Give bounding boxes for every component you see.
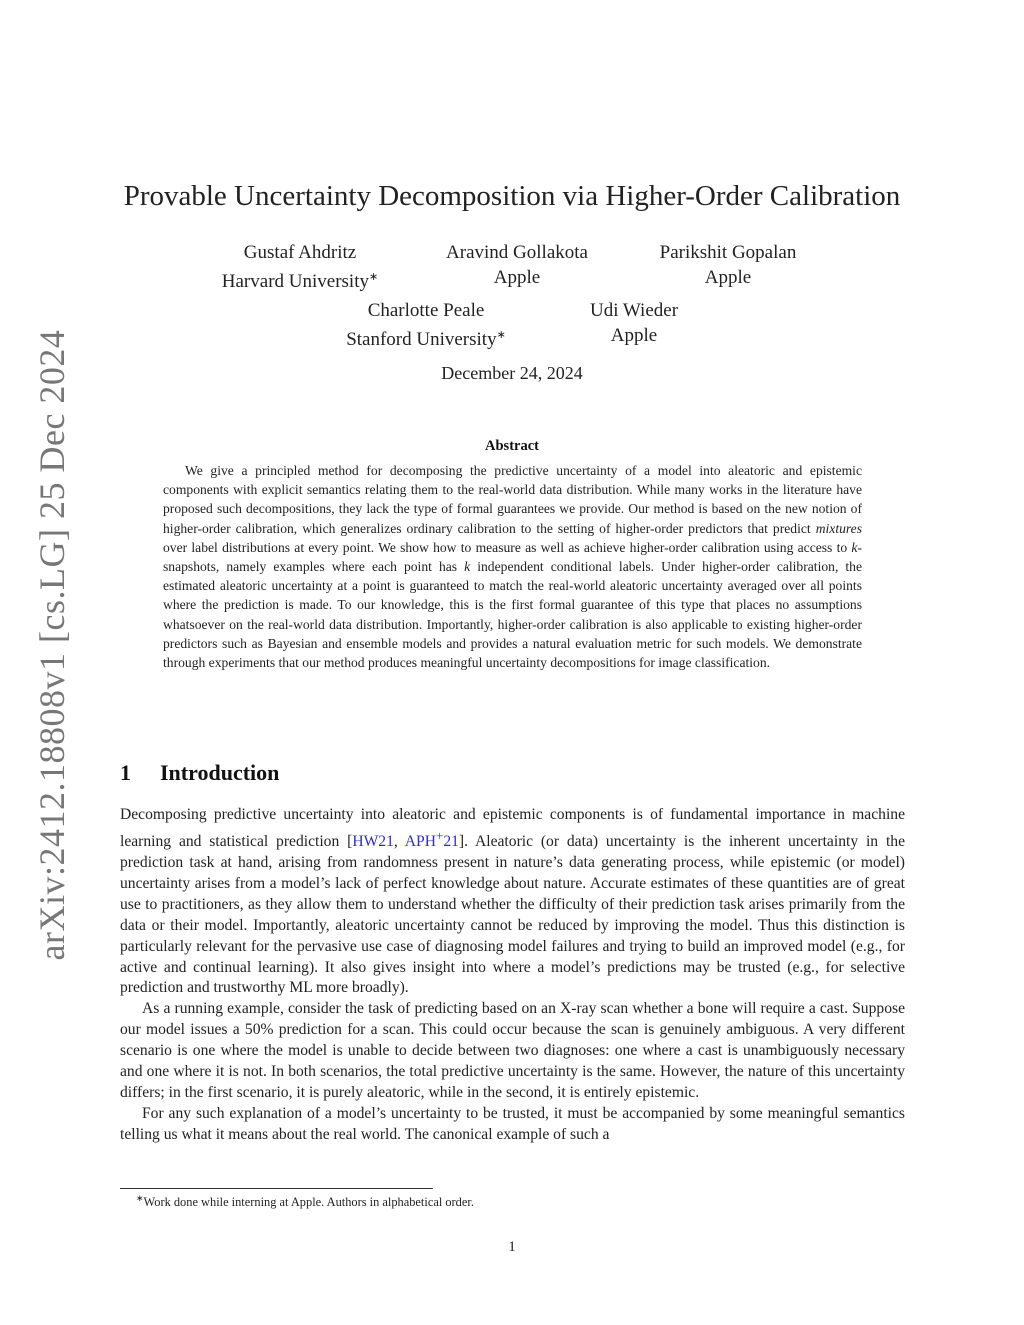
author-name: Udi Wieder (589, 300, 679, 321)
publication-date: December 24, 2024 (441, 363, 583, 383)
math-k: k (464, 559, 471, 575)
footnote-mark: ∗ (136, 1193, 144, 1203)
introduction-body (120, 805, 905, 1146)
footnote (136, 1193, 474, 1210)
citation-link-hw21[interactable]: HW21 (352, 833, 394, 851)
author-block-4 (326, 298, 526, 352)
author-affiliation: Apple (610, 325, 658, 346)
math-k: k (851, 539, 858, 555)
author-affiliation: Stanford University∗ (346, 329, 506, 350)
arxiv-identifier[interactable]: arXiv:2412.18808v1 [cs.LG] 25 Dec 2024 (32, 329, 72, 961)
author-name: Gustaf Ahdritz (243, 242, 357, 263)
affiliation-footnote-mark: ∗ (369, 271, 379, 283)
abstract-heading: Abstract (485, 438, 539, 454)
citation-link-aph21[interactable]: APH+21 (404, 827, 459, 851)
paper-title: Provable Uncertainty Decomposition via Higher-Order Calibration (123, 180, 901, 212)
author-name: Parikshit Gopalan (659, 242, 797, 263)
author-affiliation: Harvard University∗ (221, 271, 379, 292)
author-block-3 (628, 240, 828, 290)
paragraph-3: For any such explanation of a model’s uncertainty to be trusted, it must be accompanied by some meaningful semantics telling us what it means about the real world. The canonical example of such a (120, 1104, 905, 1143)
author-block-5 (534, 298, 734, 348)
paragraph-1: Decomposing predictive uncertainty into aleatoric and epistemic components is of fundamental importance in machine learning and statistical prediction [HW21, APH+21]. Aleatoric (or data) uncertainty is the inherent uncertainty in the prediction task at hand, arising from randomness present in nature’s data generating process, while epistemic (or model) uncertainty arises from a model’s lack of perfect knowledge about nature. Accurate estimates of these quantities are of great use to practitioners, as they allow them to understand whether the difficulty of their prediction task arises primarily from the data or their model. Importantly, aleatoric uncertainty cannot be reduced by improving the model. Thus this distinction is particularly relevant for the pervasive use case of diagnosing model failures and trying to build an improved model (e.g., for active and continual learning). It also gives insight into where a model’s predictions may be trusted (e.g., for selective prediction and trustworthy ML more broadly). (120, 806, 905, 997)
section-heading-introduction (120, 760, 279, 786)
author-block-2 (417, 240, 617, 290)
affiliation-footnote-mark: ∗ (496, 329, 506, 341)
author-name: Charlotte Peale (367, 300, 485, 321)
page-number: 1 (508, 1239, 516, 1255)
section-number: 1 (120, 760, 131, 785)
author-name: Aravind Gollakota (446, 242, 588, 263)
section-title: Introduction (160, 760, 280, 785)
author-block-1 (200, 240, 400, 294)
paragraph-2: As a running example, consider the task of predicting based on an X-ray scan whether a bone will require a cast. Suppose our model issues a 50% prediction for a scan. This could occur because the scan is genuinely ambiguous. A very different scenario is one where the model is unable to decide between two diagnoses: one where a cast is unambiguously necessary and one where it is not. In both scenarios, the total predictive uncertainty is the same. However, the nature of this uncertainty differs; in the first scenario, it is purely aleatoric, while in the second, it is entirely epistemic. (120, 1000, 905, 1101)
footnote-divider (120, 1188, 433, 1189)
author-affiliation: Apple (493, 267, 541, 288)
author-affiliation: Apple (704, 267, 752, 288)
emphasis-mixtures: mixtures (815, 520, 862, 536)
footnote-text: Work done while interning at Apple. Authors in alphabetical order. (143, 1195, 474, 1209)
abstract-text: We give a principled method for decomposing the predictive uncertainty of a model into aleatoric and epistemic components with explicit semantics relating them to the real-world data distribution. While many works in the literature have proposed such decompositions, they lack the type of formal guarantees we provide. Our method is based on the new notion of higher-order calibration, which generalizes ordinary calibration to the setting of higher-order predictors that predict mixtures over label distributions at every point. We show how to measure as well as achieve higher-order calibration using access to k-snapshots, namely examples where each point has k independent conditional labels. Under higher-order calibration, the estimated aleatoric uncertainty at a point is guaranteed to match the real-world aleatoric uncertainty averaged over all points where the prediction is made. To our knowledge, this is the first formal guarantee of this type that places no assumptions whatsoever on the real-world data distribution. Importantly, higher-order calibration is also applicable to existing higher-order predictors such as Bayesian and ensemble models and provides a natural evaluation metric for such models. We demonstrate through experiments that our method produces meaningful uncertainty decompositions for image classification. (163, 463, 862, 671)
